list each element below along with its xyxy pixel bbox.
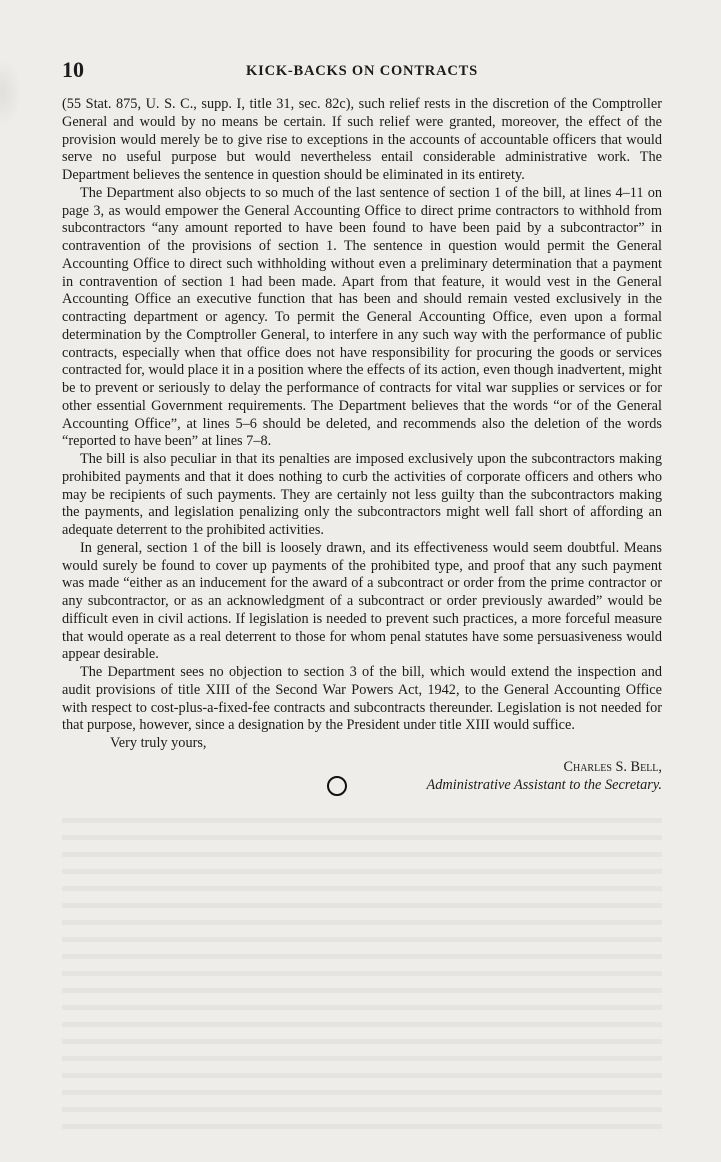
show-through-bleed [62,810,662,1130]
page-number: 10 [62,57,84,82]
paragraph: The Department also objects to so much of the last sentence of section 1 of the bill, at lines 4–11 on page 3, as would empower the General Accounting Office to direct prime contractors to withhold from subcontractors “any amount reported to have been found to have been paid by a subcontractor” in contravention of the provisions of section 1. The sentence in question would permit the General Accounting Office to direct such withholding without even a preliminary determination that a payment in contravention of section 1 had been made. Apart from that feature, it would vest in the General Accounting Office an executive function that has been and should remain vested exclusively in the contracting department or agency. To permit the General Accounting Office, even upon a formal determination by the Comptroller General, to interfere in any such way with the performance of public contracts, especially when that office does not have responsibility for procuring the goods or services contracted for, would place it in a position where the effects of its action, even though inadvertent, might be to prevent or seriously to delay the performance of contracts for vital war supplies or services or for other essential Government requirements. The Department believes that the words “or of the General Accounting Office”, at lines 5–6 should be deleted, and recommends also the deletion of the words “reported to have been” at lines 7–8. [62,184,662,450]
signatory-title: Administrative Assistant to the Secretary. [426,776,662,793]
signature-block [62,759,662,795]
paragraph: (55 Stat. 875, U. S. C., supp. I, title 31, sec. 82c), such relief rests in the discretion of the Comptroller General and would by no means be certain. If such relief were granted, moreover, the effect of the provision would merely be to give rise to exceptions in the accounts of accountable officers that would serve no useful purpose but would nevertheless entail considerable administrative work. The Department believes the sentence in question should be eliminated in its entirety. [62,96,662,183]
signatory-name: Charles S. Bell, [563,758,662,775]
paragraph: In general, section 1 of the bill is loosely drawn, and its effectiveness would seem doubtful. Means would surely be found to cover up payments of the prohibited type, and proof that any such payment was made “either as an inducement for the award of a subcontract or order from the prime contractor or any subcontractor, or as an acknowledgment of a subcontract or order previously awarded” would be difficult even in civil actions. If legislation is needed to prevent such practices, a more forceful measure that would operate as a real deterrent to those for whom penal statutes have some persuasiveness would appear desirable. [62,539,662,663]
page-header [62,58,662,82]
closing-line: Very truly yours, [110,735,207,751]
end-mark-circle-icon [327,776,347,796]
paragraph: The bill is also peculiar in that its penalties are imposed exclusively upon the subcontractors making prohibited payments and that it does nothing to curb the activities of corporate officers and others who may be recipients of such payments. They are certainly not less guilty than the subcontractors making the payments, and legislation penalizing only the subcontractors might well fall short of affording an adequate deterrent to the prohibited activities. [62,451,662,538]
running-title: KICK-BACKS ON CONTRACTS [246,63,478,79]
paragraph: The Department sees no objection to section 3 of the bill, which would extend the inspection and audit provisions of title XIII of the Second War Powers Act, 1942, to the General Accounting Office with respect to cost-plus-a-fixed-fee contracts and subcontracts thereunder. Legislation is not needed for that purpose, however, since a designation by the President under title XIII would suffice. [62,664,662,734]
binding-hole-shadow [0,58,22,128]
letter-body [62,96,662,794]
